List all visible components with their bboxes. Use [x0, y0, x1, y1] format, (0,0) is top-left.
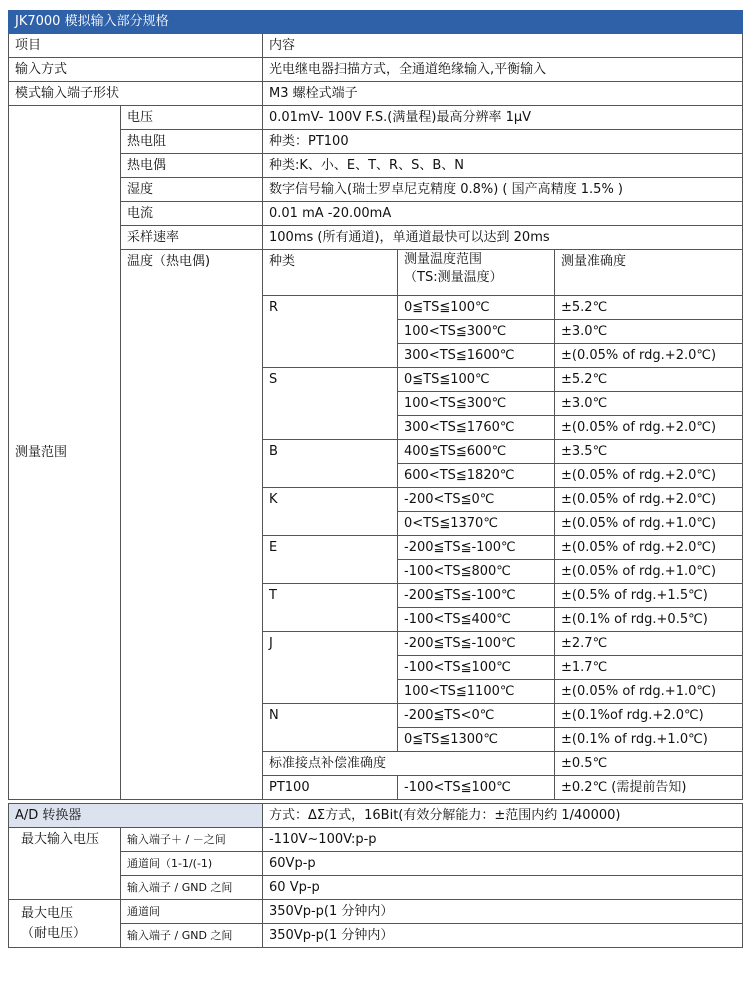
tc-range: -100<TS≦100℃: [398, 656, 555, 680]
max-voltage-label-line1: 最大电压: [21, 905, 74, 921]
tc-range: -200≦TS≦-100℃: [398, 584, 555, 608]
max-voltage-value: 350Vp-p(1 分钟内）: [263, 924, 743, 948]
tc-accuracy: ±(0.05% of rdg.+1.0℃): [555, 560, 743, 584]
tc-type: T: [263, 584, 398, 632]
tc-type: B: [263, 440, 398, 488]
adc-label: A/D 转换器: [9, 804, 263, 828]
max-input-sub: 输入端子＋ / －之间: [121, 828, 263, 852]
tc-range: -200≦TS<0℃: [398, 704, 555, 728]
tc-accuracy: ±3.0℃: [555, 320, 743, 344]
range-label: 热电偶: [121, 154, 263, 178]
tc-type: N: [263, 704, 398, 752]
tc-accuracy: ±5.2℃: [555, 296, 743, 320]
tc-col-range-line1: 测量温度范围: [404, 252, 483, 267]
table-row: [9, 106, 743, 130]
tc-range: 0≦TS≦100℃: [398, 368, 555, 392]
pt100-range: -100<TS≦100℃: [398, 776, 555, 800]
header-content: 内容: [263, 34, 743, 58]
pt100-type: PT100: [263, 776, 398, 800]
max-voltage-sub: 通道间: [121, 900, 263, 924]
adc-table: [8, 803, 743, 948]
tc-col-type: 种类: [263, 250, 398, 296]
table-title: JK7000 模拟输入部分规格: [9, 11, 743, 34]
range-value: 0.01mV- 100V F.S.(满量程)最高分辨率 1μV: [263, 106, 743, 130]
tc-accuracy: ±(0.05% of rdg.+2.0℃): [555, 488, 743, 512]
tc-range: 100<TS≦300℃: [398, 320, 555, 344]
max-voltage-label: [9, 900, 121, 948]
tc-accuracy: ±2.7℃: [555, 632, 743, 656]
spec-table: [8, 10, 743, 800]
tc-accuracy: ±(0.5% of rdg.+1.5℃): [555, 584, 743, 608]
tc-accuracy: ±(0.05% of rdg.+2.0℃): [555, 416, 743, 440]
max-input-sub: 通道间（1-1/(-1): [121, 852, 263, 876]
tc-range: 300<TS≦1760℃: [398, 416, 555, 440]
tc-type: K: [263, 488, 398, 536]
tc-col-range: [398, 250, 555, 296]
input-method-label: 输入方式: [9, 58, 263, 82]
max-input-value: 60 Vp-p: [263, 876, 743, 900]
cjc-label: 标准接点补偿准确度: [263, 752, 555, 776]
tc-range: 0<TS≦1370℃: [398, 512, 555, 536]
tc-accuracy: ±5.2℃: [555, 368, 743, 392]
tc-range: -100<TS≦800℃: [398, 560, 555, 584]
tc-type: E: [263, 536, 398, 584]
tc-range: 100<TS≦300℃: [398, 392, 555, 416]
tc-type: S: [263, 368, 398, 440]
tc-range: 400≦TS≦600℃: [398, 440, 555, 464]
max-voltage-sub: 输入端子 / GND 之间: [121, 924, 263, 948]
tc-accuracy: ±(0.1% of rdg.+1.0℃): [555, 728, 743, 752]
tc-accuracy: ±(0.05% of rdg.+1.0℃): [555, 512, 743, 536]
range-value: 100ms (所有通道)，单通道最快可以达到 20ms: [263, 226, 743, 250]
tc-accuracy: ±(0.05% of rdg.+1.0℃): [555, 680, 743, 704]
tc-range: 100<TS≦1100℃: [398, 680, 555, 704]
range-label: 电压: [121, 106, 263, 130]
measure-range-label: 测量范围: [9, 106, 121, 800]
tc-range: 300<TS≦1600℃: [398, 344, 555, 368]
pt100-accuracy: ±0.2℃ (需提前告知): [555, 776, 743, 800]
range-value: 种类：PT100: [263, 130, 743, 154]
max-voltage-value: 350Vp-p(1 分钟内）: [263, 900, 743, 924]
tc-range: -200≦TS≦-100℃: [398, 632, 555, 656]
range-value: 数字信号输入(瑞士罗卓尼克精度 0.8%) ( 国产高精度 1.5% ): [263, 178, 743, 202]
tc-col-range-line2: （TS:测量温度）: [404, 270, 503, 285]
cjc-value: ±0.5℃: [555, 752, 743, 776]
tc-range: -200≦TS≦-100℃: [398, 536, 555, 560]
tc-label: 温度（热电偶): [121, 250, 263, 800]
tc-accuracy: ±3.5℃: [555, 440, 743, 464]
tc-accuracy: ±1.7℃: [555, 656, 743, 680]
tc-accuracy: ±(0.1% of rdg.+0.5℃): [555, 608, 743, 632]
tc-accuracy: ±(0.05% of rdg.+2.0℃): [555, 536, 743, 560]
terminal-shape-label: 模式输入端子形状: [9, 82, 263, 106]
tc-range: 0≦TS≦100℃: [398, 296, 555, 320]
terminal-shape-value: M3 螺栓式端子: [263, 82, 743, 106]
max-input-value: 60Vp-p: [263, 852, 743, 876]
tc-col-accuracy: 测量准确度: [555, 250, 743, 296]
range-label: 湿度: [121, 178, 263, 202]
max-input-value: -110V~100V:p-p: [263, 828, 743, 852]
header-item: 项目: [9, 34, 263, 58]
tc-accuracy: ±(0.1%of rdg.+2.0℃): [555, 704, 743, 728]
tc-range: 600<TS≦1820℃: [398, 464, 555, 488]
tc-accuracy: ±(0.05% of rdg.+2.0℃): [555, 344, 743, 368]
adc-value: 方式：ΔΣ方式，16Bit(有效分解能力：±范围内约 1/40000): [263, 804, 743, 828]
max-input-sub: 输入端子 / GND 之间: [121, 876, 263, 900]
tc-range: 0≦TS≦1300℃: [398, 728, 555, 752]
max-input-label: 最大输入电压: [9, 828, 121, 900]
range-value: 0.01 mA -20.00mA: [263, 202, 743, 226]
tc-range: -100<TS≦400℃: [398, 608, 555, 632]
range-label: 采样速率: [121, 226, 263, 250]
tc-type: R: [263, 296, 398, 368]
range-label: 电流: [121, 202, 263, 226]
tc-accuracy: ±3.0℃: [555, 392, 743, 416]
max-voltage-label-line2: （耐电压）: [21, 925, 87, 941]
tc-type: J: [263, 632, 398, 704]
tc-accuracy: ±(0.05% of rdg.+2.0℃): [555, 464, 743, 488]
range-label: 热电阻: [121, 130, 263, 154]
tc-range: -200<TS≦0℃: [398, 488, 555, 512]
range-value: 种类:K、小、E、T、R、S、B、N: [263, 154, 743, 178]
input-method-value: 光电继电器扫描方式，全通道绝缘输入,平衡输入: [263, 58, 743, 82]
